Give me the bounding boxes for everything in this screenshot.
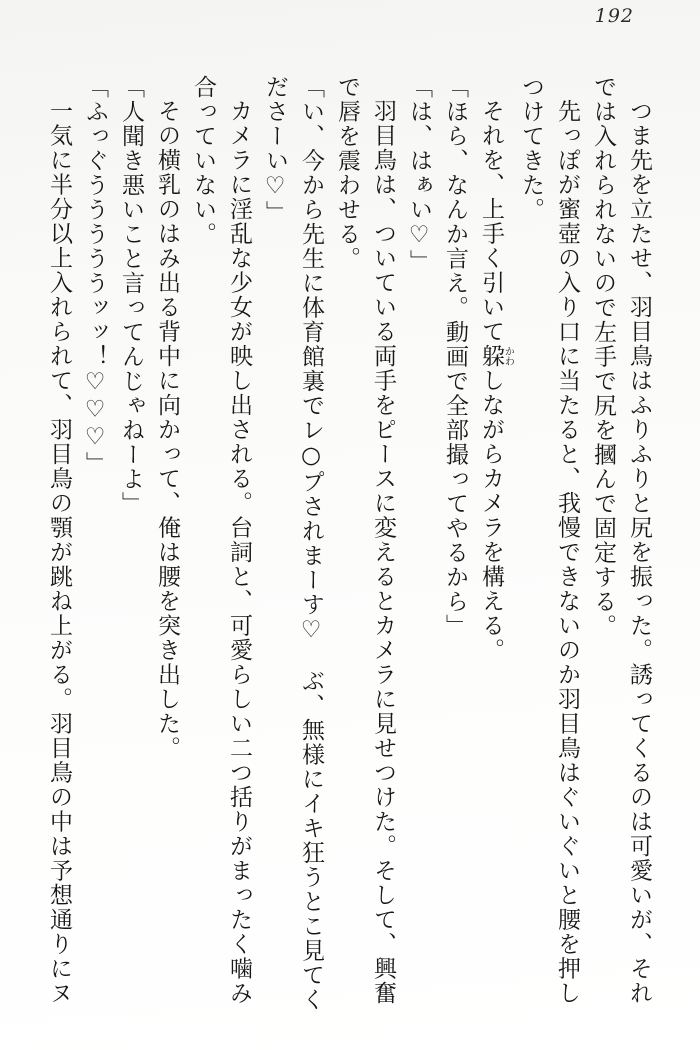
text-segment: しながらカメラを構える。	[478, 368, 504, 663]
ruby-annotation: 躱かわ	[478, 344, 514, 369]
text-line	[293, 75, 329, 1010]
text-line	[365, 75, 401, 1010]
text-segment: で唇を震わせる。	[334, 75, 360, 271]
text-segment: カメラに淫乱な少女が映し出される。台詞と、可愛らしい二つ括りがまったく噛み	[226, 99, 252, 1006]
text-segment: では入れられないので左手で尻を摑んで固定する。	[590, 75, 616, 639]
text-line	[257, 75, 293, 1010]
text-line	[473, 75, 513, 1010]
text-segment: 「ほら、なんか言え。動画で全部撮ってやるから」	[442, 75, 468, 639]
text-segment: 先っぽが蜜壺の入り口に当たると、我慢できないのか羽目鳥はぐいぐいと腰を押し	[554, 99, 580, 1006]
novel-text-block	[41, 75, 657, 1010]
text-line	[513, 75, 549, 1010]
text-segment: 合っていない。	[190, 75, 216, 247]
text-segment: 「い、今から先生に体育館裏でレ○プされまーす♡ ぶ、無様にイキ狂うとこ見てく	[298, 75, 324, 1012]
text-line	[41, 75, 77, 1010]
text-line	[585, 75, 621, 1010]
text-line	[549, 75, 585, 1010]
text-segment: 「人聞き悪いこと言ってんじゃねーよ」	[118, 75, 144, 516]
text-segment: 一気に半分以上入れられて、羽目鳥の顎が跳ね上がる。羽目鳥の中は予想通りにヌ	[46, 99, 72, 1006]
text-line	[149, 75, 185, 1010]
text-line	[437, 75, 473, 1010]
text-line	[401, 75, 437, 1010]
text-line	[185, 75, 221, 1010]
text-segment: つま先を立たせ、羽目鳥はふりふりと尻を振った。誘ってくるのは可愛いが、それ	[626, 99, 652, 1006]
text-segment: つけてきた。	[518, 75, 544, 222]
text-line	[77, 75, 113, 1010]
text-line	[221, 75, 257, 1010]
text-segment: それを、上手く引いて	[478, 99, 504, 344]
text-segment: 「は、はぁい♡」	[406, 75, 432, 274]
text-segment: 羽目鳥は、ついている両手をピースに変えるとカメラに見せつけた。そして、興奮	[370, 99, 396, 1006]
text-line	[621, 75, 657, 1010]
text-line	[113, 75, 149, 1010]
page-number: 192	[594, 5, 634, 27]
text-segment: ださーい♡」	[262, 75, 288, 225]
text-line	[329, 75, 365, 1010]
text-segment: 「ふっぐうううううッッ！♡♡♡」	[82, 75, 108, 476]
text-segment: その横乳のはみ出る背中に向かって、俺は腰を突き出した。	[154, 99, 180, 761]
